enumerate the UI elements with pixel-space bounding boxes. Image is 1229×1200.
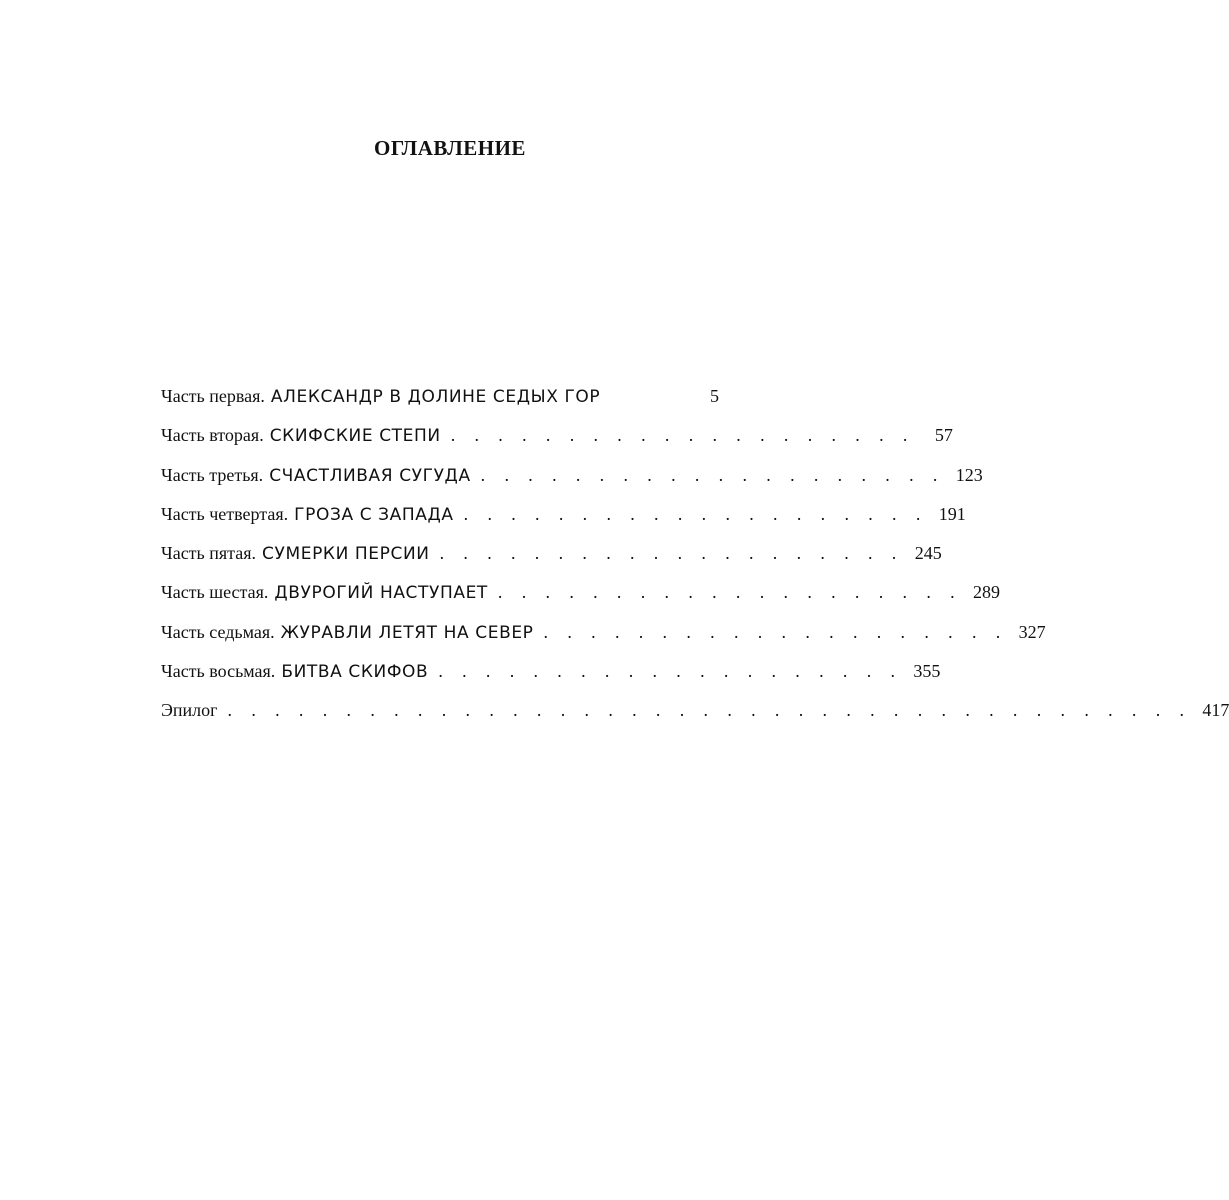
toc-list (161, 383, 1229, 737)
toc-entry-page: 5 (710, 386, 719, 406)
toc-entry-page: 57 (934, 425, 953, 446)
toc-entry-part: Часть пятая. (161, 543, 257, 564)
toc-entry-part: Часть первая. (161, 386, 265, 406)
toc-entry-title: АЛЕКСАНДР В ДОЛИНЕ СЕДЫХ ГОР (270, 387, 601, 407)
toc-entry[interactable] (161, 540, 942, 579)
toc-entry-leader: . . . . . . . . . . . . . . . . . . . . (480, 464, 945, 485)
toc-heading: ОГЛАВЛЕНИЕ (374, 136, 526, 160)
toc-entry-leader: . . . . . . . . . . . . . . . . . . . . (463, 503, 928, 524)
toc-entry-title: ДВУРОГИЙ НАСТУПАЕТ (274, 583, 488, 604)
toc-entry-page: 289 (973, 582, 1001, 603)
toc-entry[interactable] (161, 383, 719, 422)
toc-entry-title: СКИФСКИЕ СТЕПИ (269, 426, 441, 447)
toc-entry-part: Часть третья. (161, 464, 264, 485)
toc-entry-part: Часть восьмая. (161, 661, 276, 682)
toc-entry-part: Часть шестая. (161, 582, 269, 603)
toc-entry-leader: . . . . . . . . . . . . . . . . . . . . . . . . . . . . . . . . . . . . . . . . . (227, 700, 1192, 721)
toc-entry-part: Часть вторая. (161, 425, 264, 446)
toc-entry[interactable] (161, 697, 1229, 736)
toc-entry-page: 327 (1018, 621, 1046, 642)
toc-entry-page: 123 (955, 464, 983, 485)
toc-entry[interactable] (161, 501, 966, 540)
toc-entry-title: ГРОЗА С ЗАПАДА (294, 504, 454, 525)
toc-entry-page: 191 (938, 503, 966, 524)
toc-entry-part: Эпилог (161, 700, 218, 721)
toc-entry-leader: . . . . . . . . . . . . . . . . . . . . (450, 425, 915, 446)
toc-entry-page: 355 (913, 661, 941, 682)
toc-entry[interactable] (161, 579, 1001, 618)
toc-entry[interactable] (161, 422, 953, 461)
toc-entry-part: Часть седьмая. (161, 621, 275, 642)
toc-entry-page: 245 (914, 543, 942, 564)
toc-entry-page: 417 (1202, 700, 1229, 721)
toc-entry-leader: . . . . . . . . . . . . . . . . . . . . (439, 543, 904, 564)
toc-entry-leader: . . . . . . . . . . . . . . . . . . . . (497, 582, 963, 603)
toc-entry-title: БИТВА СКИФОВ (281, 662, 429, 683)
toc-entry[interactable] (161, 658, 941, 697)
toc-entry-leader: . . . . . . . . . . . . . . . . . . . . (438, 661, 903, 682)
toc-entry-title: ЖУРАВЛИ ЛЕТЯТ НА СЕВЕР (280, 622, 534, 643)
toc-entry-title: СЧАСТЛИВАЯ СУГУДА (269, 465, 471, 486)
toc-entry-leader: . . . . . . . . . . . . . . . . . . . . (543, 621, 1008, 642)
toc-entry[interactable] (161, 619, 1046, 658)
toc-entry[interactable] (161, 462, 983, 501)
toc-entry-part: Часть четвертая. (161, 503, 289, 524)
toc-entry-title: СУМЕРКИ ПЕРСИИ (262, 544, 430, 565)
